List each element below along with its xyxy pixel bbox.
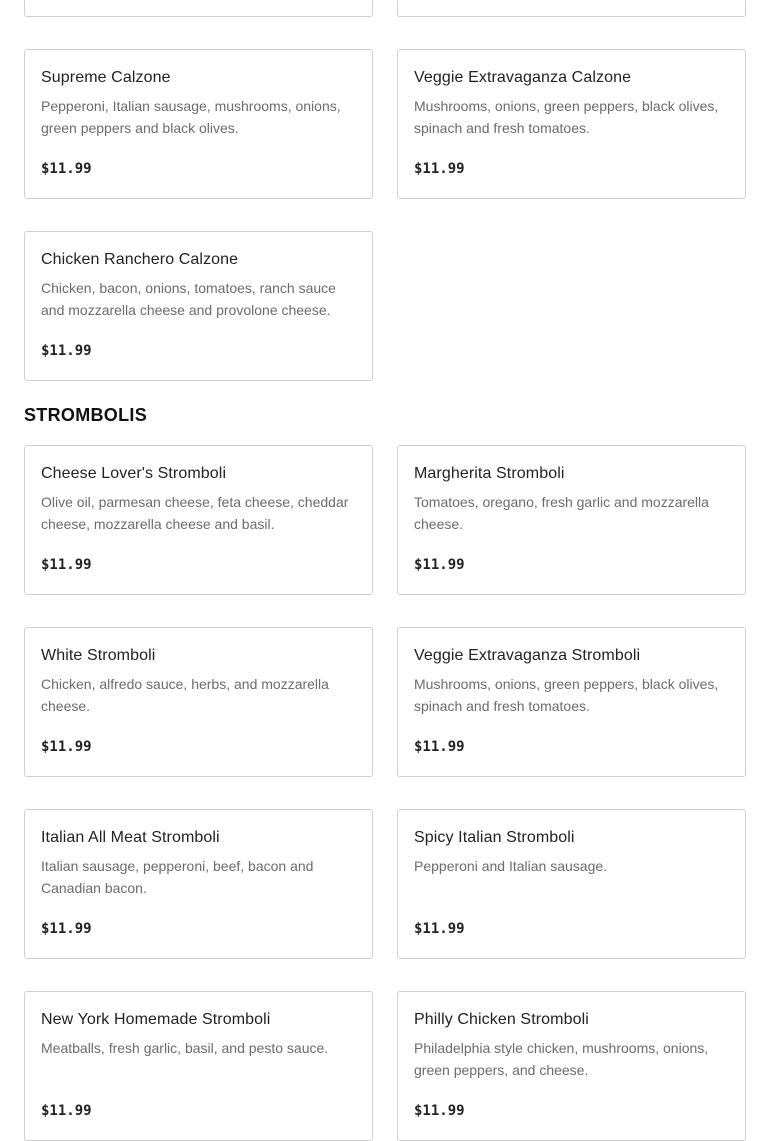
menu-item-description: Mushrooms, onions, green peppers, black olives, spinach and fresh tomatoes. [414, 98, 719, 136]
menu-item-description: Mushrooms, onions, green peppers, black olives, spinach and fresh tomatoes. [414, 676, 719, 714]
menu-item-price: $11.99 [414, 739, 465, 755]
menu-item-price: $11.99 [41, 343, 92, 359]
menu-card-spicy-italian-stromboli[interactable] [397, 809, 746, 959]
menu-item-price: $11.99 [41, 1103, 92, 1119]
menu-card-veggie-extravaganza-stromboli[interactable] [397, 627, 746, 777]
menu-card-partial[interactable] [24, 0, 373, 17]
menu-item-description: Pepperoni and Italian sausage. [414, 858, 608, 874]
menu-item-title: White Stromboli [41, 647, 156, 664]
menu-card-new-york-homemade-stromboli[interactable] [24, 991, 373, 1141]
menu-item-price: $11.99 [41, 921, 92, 937]
menu-item-title: Supreme Calzone [41, 69, 171, 86]
menu-item-title: Philly Chicken Stromboli [414, 1011, 589, 1028]
menu-item-description: Italian sausage, pepperoni, beef, bacon and Canadian bacon. [41, 858, 314, 896]
menu-card-white-stromboli[interactable] [24, 627, 373, 777]
menu-item-price: $11.99 [414, 921, 465, 937]
menu-item-price: $11.99 [41, 161, 92, 177]
menu-item-description: Meatballs, fresh garlic, basil, and pesto sauce. [41, 1040, 329, 1056]
menu-card-philly-chicken-stromboli[interactable] [397, 991, 746, 1141]
menu-item-price: $11.99 [414, 1103, 465, 1119]
menu-item-title: New York Homemade Stromboli [41, 1011, 271, 1028]
menu-card-italian-all-meat-stromboli[interactable] [24, 809, 373, 959]
menu-card-partial[interactable] [397, 0, 746, 17]
menu-card-veggie-extravaganza-calzone[interactable] [397, 49, 746, 199]
menu-item-description: Philadelphia style chicken, mushrooms, onions, green peppers, and cheese. [414, 1040, 709, 1078]
menu-card-cheese-lovers-stromboli[interactable] [24, 445, 373, 595]
menu-item-price: $11.99 [41, 739, 92, 755]
menu-item-title: Veggie Extravaganza Calzone [414, 69, 632, 86]
menu-item-description: Chicken, alfredo sauce, herbs, and mozzarella cheese. [41, 676, 329, 714]
menu-card-supreme-calzone[interactable] [24, 49, 373, 199]
menu-item-title: Spicy Italian Stromboli [414, 829, 575, 846]
menu-item-price: $11.99 [41, 557, 92, 573]
menu-item-title: Veggie Extravaganza Stromboli [414, 647, 641, 664]
menu-item-title: Italian All Meat Stromboli [41, 829, 220, 846]
menu-item-title: Chicken Ranchero Calzone [41, 251, 239, 268]
menu-item-description: Chicken, bacon, onions, tomatoes, ranch sauce and mozzarella cheese and provolone cheese. [41, 280, 336, 318]
menu-item-description: Pepperoni, Italian sausage, mushrooms, onions, green peppers and black olives. [41, 98, 341, 136]
menu-item-title: Cheese Lover's Stromboli [41, 465, 227, 482]
menu-card-chicken-ranchero-calzone[interactable] [24, 231, 373, 381]
menu-item-price: $11.99 [414, 557, 465, 573]
menu-item-price: $11.99 [414, 161, 465, 177]
section-heading-strombolis: STROMBOLIS [24, 405, 147, 425]
menu-item-title: Margherita Stromboli [414, 465, 565, 482]
menu-item-description: Olive oil, parmesan cheese, feta cheese, cheddar cheese, mozzarella cheese and basil. [41, 494, 349, 532]
menu-card-margherita-stromboli[interactable] [397, 445, 746, 595]
menu-item-description: Tomatoes, oregano, fresh garlic and mozzarella cheese. [414, 494, 709, 532]
